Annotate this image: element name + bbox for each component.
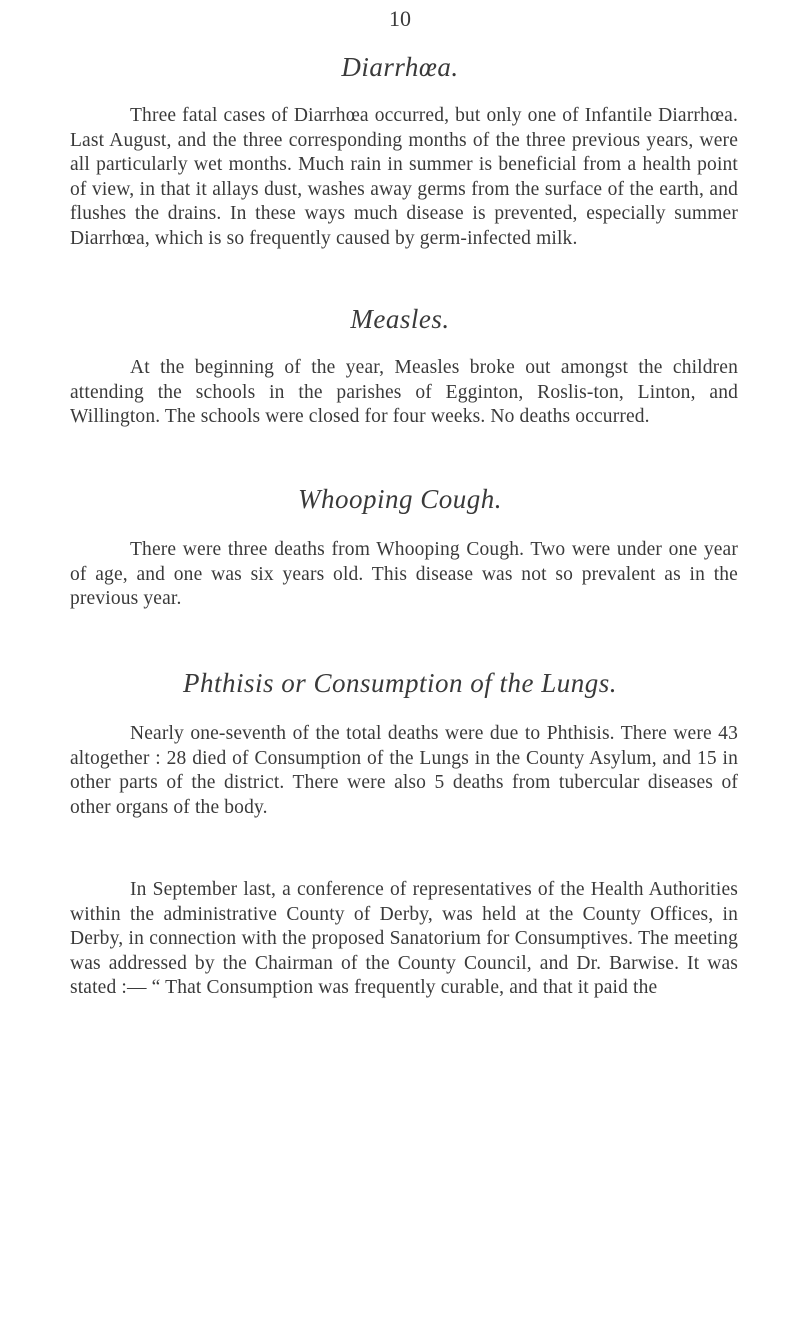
heading-whooping-cough: Whooping Cough.: [297, 484, 502, 514]
page-number: 10: [389, 6, 411, 31]
paragraph-whooping-cough: There were three deaths from Whooping Cough. Two were under one year of age, and one was six years old. This disease was not so prevalent as in the previous year.: [70, 539, 738, 609]
heading-phthisis: Phthisis or Consumption of the Lungs.: [182, 668, 618, 698]
heading-diarrhoea: Diarrhœa.: [341, 52, 459, 82]
paragraph-phthisis: Nearly one-seventh of the total deaths were due to Phthisis. There were 43 altogether : 28 died of Consumption of the Lungs in the County Asylum, and 15 in other parts of the district. There were also 5 deaths from tubercular diseases of other organs of the body.: [70, 723, 738, 818]
paragraph-measles: At the beginning of the year, Measles broke out amongst the children attending the schools in the parishes of Egginton, Roslis-ton, Linton, and Willington. The schools were closed for four weeks. No deaths occurred.: [70, 357, 738, 427]
paragraph-sanatorium-conference: In September last, a conference of representatives of the Health Authorities within the administrative County of Derby, was held at the County Offices, in Derby, in connection with the proposed Sanatorium for Consumptives. The meeting was addressed by the Chairman of the County Council, and Dr. Barwise. It was stated :— “ That Consumption was frequently curable, and that it paid the: [70, 879, 738, 998]
heading-measles: Measles.: [350, 304, 450, 334]
paragraph-diarrhoea: Three fatal cases of Diarrhœa occurred, but only one of Infantile Diarrhœa. Last August, and the three corresponding months of the three previous years, were all particularly wet months. Much rain in summer is beneficial from a health point of view, in that it allays dust, washes away germs from the surface of the earth, and flushes the drains. In these ways much disease is prevented, especially summer Diarrhœa, which is so frequently caused by germ-infected milk.: [70, 105, 738, 249]
